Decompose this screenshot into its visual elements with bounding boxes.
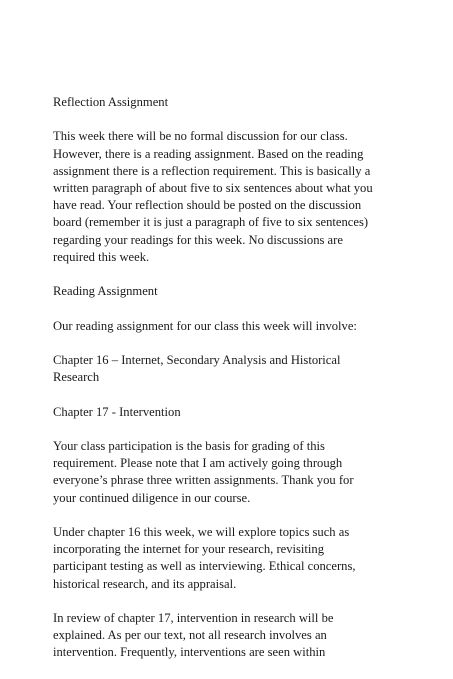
paragraph-line: In review of chapter 17, intervention in research will be	[53, 610, 334, 625]
paragraph-line: Reading Assignment	[53, 284, 158, 299]
paragraph-line: This week there will be no formal discussion for our class.	[53, 129, 348, 144]
document-body	[53, 94, 413, 679]
paragraph-reading-intro	[53, 318, 413, 335]
paragraph-chapter-17-review	[53, 610, 413, 662]
paragraph-line: your continued diligence in our course.	[53, 490, 251, 505]
paragraph-line: everyone’s phrase three written assignments. Thank you for	[53, 473, 354, 488]
paragraph-line: Under chapter 16 this week, we will explore topics such as	[53, 524, 350, 539]
paragraph-line: However, there is a reading assignment. Based on the reading	[53, 146, 364, 161]
paragraph-line: intervention. Frequently, interventions are seen within	[53, 645, 326, 660]
section-heading-reading	[53, 283, 413, 300]
paragraph-line: Our reading assignment for our class this week will involve:	[53, 318, 357, 333]
paragraph-line: required this week.	[53, 249, 150, 264]
paragraph-chapter-16-topics	[53, 524, 413, 593]
paragraph-chapter-16	[53, 352, 413, 386]
paragraph-line: historical research, and its appraisal.	[53, 576, 237, 591]
paragraph-line: incorporating the internet for your research, revisiting	[53, 542, 325, 557]
paragraph-line: Research	[53, 370, 100, 385]
paragraph-line: requirement. Please note that I am actively going through	[53, 456, 343, 471]
heading-text: Reflection Assignment	[53, 95, 169, 109]
document-heading	[53, 94, 413, 111]
paragraph-intro	[53, 128, 413, 266]
paragraph-chapter-17	[53, 404, 413, 421]
paragraph-participation	[53, 438, 413, 507]
paragraph-line: Chapter 16 – Internet, Secondary Analysis and Historical	[53, 352, 341, 367]
paragraph-line: Chapter 17 - Intervention	[53, 404, 181, 419]
paragraph-line: written paragraph of about five to six sentences about what you	[53, 181, 373, 195]
paragraph-line: assignment there is a reflection requirement. This is basically a	[53, 163, 371, 178]
paragraph-line: board (remember it is just a paragraph of five to six sentences)	[53, 215, 369, 230]
paragraph-line: regarding your readings for this week. No discussions are	[53, 232, 343, 247]
paragraph-line: have read. Your reflection should be posted on the discussion	[53, 198, 362, 213]
paragraph-line: Your class participation is the basis for grading of this	[53, 438, 325, 453]
paragraph-line: explained. As per our text, not all research involves an	[53, 628, 327, 643]
paragraph-line: participant testing as well as interviewing. Ethical concerns,	[53, 559, 356, 574]
